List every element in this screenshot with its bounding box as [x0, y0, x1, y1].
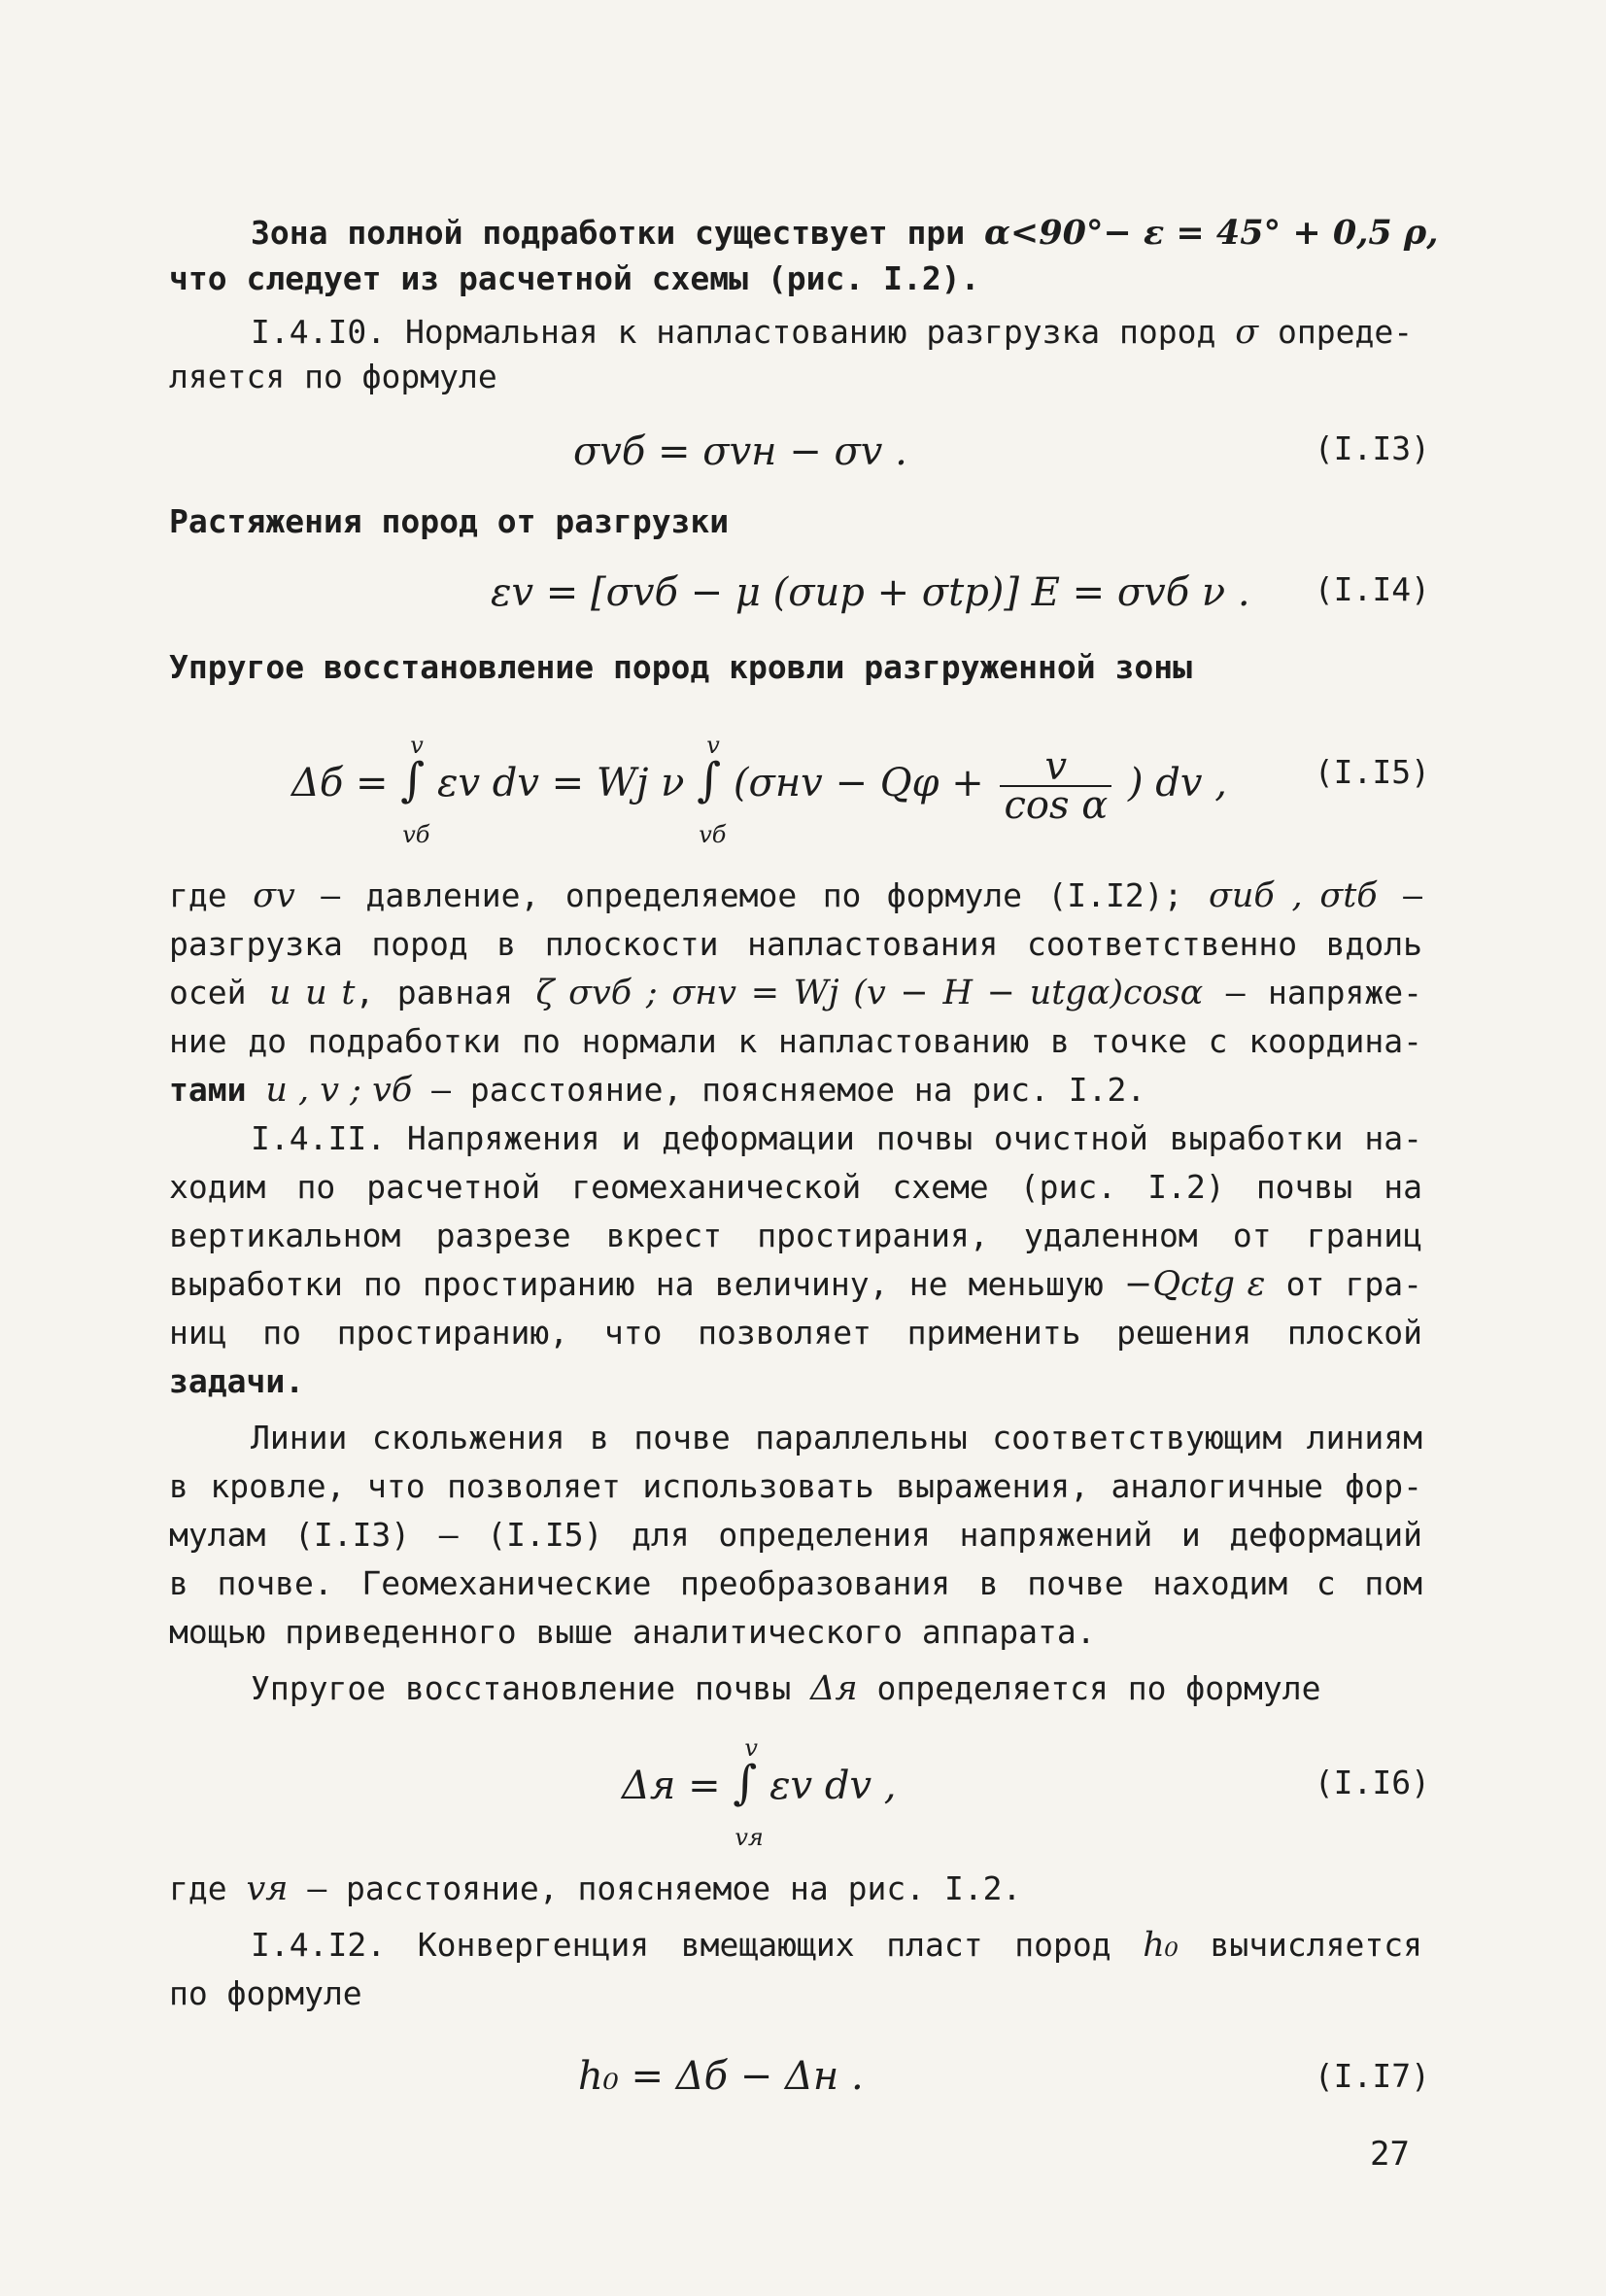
inline-formula: h₀ [1143, 1926, 1179, 1965]
text-line: Линии скольжения в почве параллельны соответствующим линиям [251, 1419, 1422, 1456]
text-line: Зона полной подработки существует при α<90°− ε = 45° + 0,5 ρ, [251, 213, 1439, 253]
text-line: Растяжения пород от разгрузки [169, 502, 730, 540]
inline-formula: Δя [810, 1669, 858, 1708]
paragraph-heading: I.4.II. Напряжения и деформации почвы очистной выработки на- [251, 1119, 1422, 1157]
inline-formula: u и t [268, 974, 356, 1012]
page-number: 27 [1370, 2135, 1410, 2174]
inline-formula: σ [1235, 313, 1259, 352]
text-line: ние до подработки по нормали к напластованию в точке с координа- [169, 1022, 1422, 1060]
integral-upper-limit: v [744, 1734, 758, 1762]
equation-number: (I.I3) [1314, 429, 1430, 467]
integral-lower-limit: vб [699, 821, 727, 848]
integral-lower-limit: vя [735, 1824, 764, 1851]
equation-i17: h₀ = Δб − Δн . [578, 2054, 864, 2099]
inline-formula: −Qctg ε [1124, 1265, 1266, 1304]
text-line: Упругое восстановление почвы Δя определяется по формуле [251, 1669, 1321, 1708]
text-line: в почве. Геомеханические преобразования в почве находим с пом [169, 1564, 1422, 1602]
text-line: ляется по формуле [169, 358, 497, 395]
paragraph-heading: I.4.I2. Конвергенция вмещающих пласт пород h₀ вычисляется [251, 1926, 1422, 1965]
text-line: где vя – расстояние, поясняемое на рис. I.2. [169, 1869, 1022, 1908]
text-line: тами u , v ; vб – расстояние, поясняемое на рис. I.2. [169, 1071, 1146, 1110]
equation-i16: Δя = v ∫ vя εv dv , [622, 1759, 896, 1810]
integral-sign: ∫ [697, 753, 722, 807]
equation-i14: εv = [σvб − μ (σuр + σtр)] E = σvб ν . [491, 570, 1250, 615]
equation-number: (I.I5) [1314, 753, 1430, 791]
text-line: что следует из расчетной схемы (рис. I.2). [169, 259, 980, 297]
text-line: вертикальном разрезе вкрест простирания, удаленном от границ [169, 1217, 1422, 1254]
integral-upper-limit: v [706, 732, 720, 759]
fraction: $\frac{v}{\text{cos α}}$ [1000, 748, 1111, 824]
equation-number: (I.I4) [1314, 570, 1430, 608]
integral-sign: ∫ [400, 753, 426, 807]
text-line: ходим по расчетной геомеханической схеме (рис. I.2) почвы на [169, 1168, 1422, 1206]
equation-number: (I.I6) [1314, 1764, 1430, 1801]
text-line: осей u и t, равная ζ σvб ; σнv = Wj (v − H − utgα)cosα – напряже- [169, 974, 1422, 1012]
integral-lower-limit: vб [402, 821, 430, 848]
text-line: мулам (I.I3) – (I.I5) для определения напряжений и деформаций [169, 1516, 1422, 1554]
paragraph-heading: I.4.I0. Нормальная к напластованию разгрузка пород σ опреде- [251, 313, 1414, 352]
inline-formula: σv [253, 876, 295, 915]
integral-upper-limit: v [410, 732, 424, 759]
text-line: задачи. [169, 1362, 305, 1400]
text-line: по формуле [169, 1974, 362, 2012]
text-line: где σv – давление, определяемое по формуле (I.I2); σuб , σtб – [169, 876, 1422, 915]
text-line: в кровле, что позволяет использовать выражения, аналогичные фор- [169, 1467, 1422, 1505]
inline-formula: σuб , σtб [1208, 876, 1378, 915]
inline-formula: vя [246, 1869, 289, 1908]
text-line: Упругое восстановление пород кровли разгруженной зоны [169, 648, 1192, 686]
equation-i15: Δб = v ∫ vб εv dv = Wj ν v ∫ vб (σнv − Qφ + $\frac{v}{\text{cos α}}$ ) dv , [291, 748, 1227, 824]
inline-formula: α<90°− ε = 45° + 0,5 ρ, [983, 213, 1439, 253]
equation-i13: σvб = σvн − σv . [573, 429, 907, 474]
text-line: ниц по простиранию, что позволяет применить решения плоской [169, 1314, 1422, 1352]
text-line: выработки по простиранию на величину, не меньшую −Qctg ε от гра- [169, 1265, 1423, 1304]
inline-formula: ζ σvб ; σнv = Wj (v − H − utgα)cosα [535, 974, 1204, 1012]
equation-number: (I.I7) [1314, 2057, 1430, 2095]
integral-sign: ∫ [733, 1756, 758, 1810]
text-line: разгрузка пород в плоскости напластования соответственно вдоль [169, 925, 1422, 963]
text-line: мощью приведенного выше аналитического аппарата. [169, 1613, 1096, 1651]
inline-formula: u , v ; vб [265, 1071, 413, 1110]
